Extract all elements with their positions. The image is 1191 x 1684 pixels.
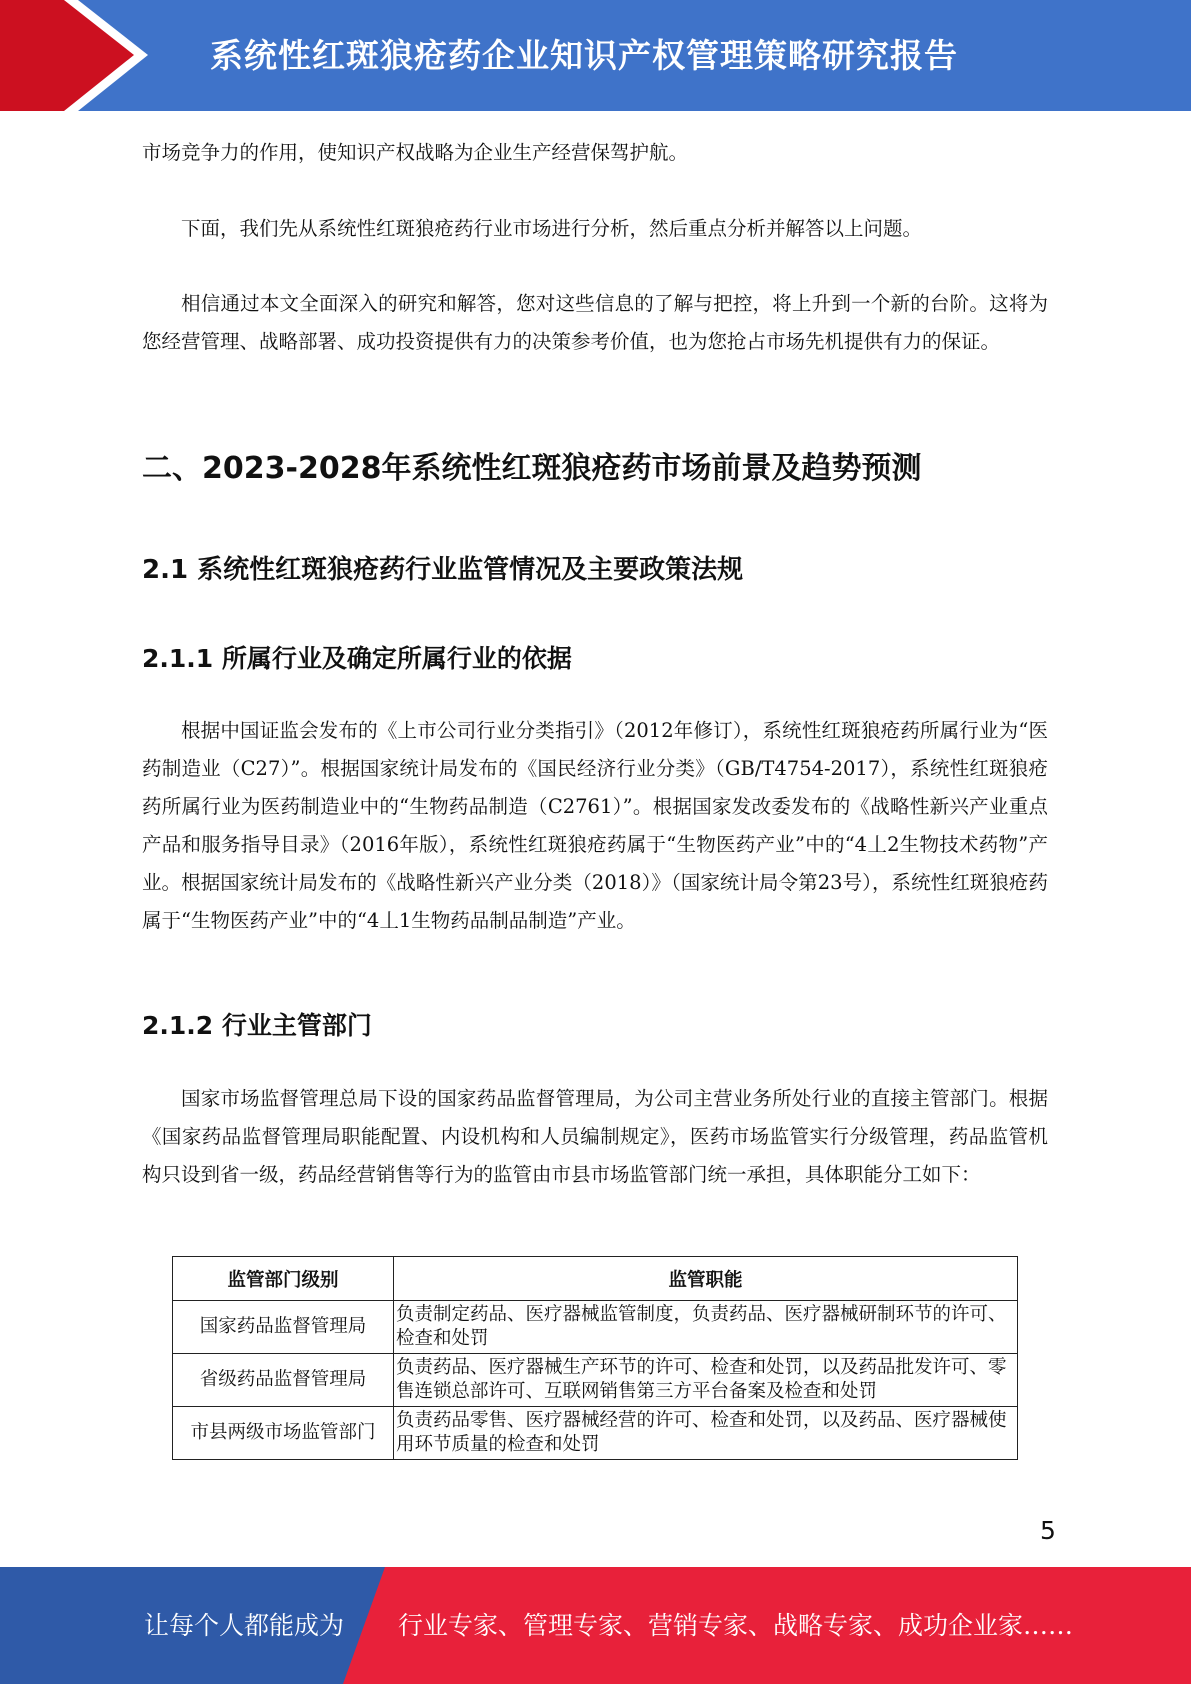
paragraph-regulators: 国家市场监督管理总局下设的国家药品监督管理局，为公司主营业务所处行业的直接主管部门。根据《国家药品监督管理局职能配置、内设机构和人员编制规定》，医药市场监管实行分级管理，药品监管机构只设到省一级，药品经营销售等行为的监管由市县市场监管部门统一承担，具体职能分工如下：	[142, 1087, 1048, 1186]
footer-slogan-right: 行业专家、管理专家、营销专家、战略专家、成功企业家……	[398, 1611, 1074, 1640]
paragraph-industry-basis: 根据中国证监会发布的《上市公司行业分类指引》（2012年修订），系统性红斑狼疮药所属行业为“医药制造业（C27）”。根据国家统计局发布的《国民经济行业分类》（GB/T4754-2017），系统性红斑狼疮药所属行业为医药制造业中的“生物药品制造（C2761）”。根据国家发改委发布的《战略性新兴产业重点产品和服务指导目录》（2016年版），系统性红斑狼疮药属于“生物医药产业”中的“4丄2生物技术药物”产业。根据国家统计局发布的《战略性新兴产业分类（2018）》（国家统计局令第23号），系统性红斑狼疮药属于“生物医药产业”中的“4丄1生物药品制品制造”产业。	[142, 719, 1048, 932]
paragraph-intro-end: 市场竞争力的作用，使知识产权战略为企业生产经营保驾护航。	[142, 141, 689, 164]
table-header-row	[173, 1257, 1018, 1301]
table-cell-duty: 负责药品、医疗器械生产环节的许可、检查和处罚，以及药品批发许可、零售连锁总部许可、互联网销售第三方平台备案及检查和处罚	[394, 1354, 1018, 1407]
section-title: 二、2023-2028年系统性红斑狼疮药市场前景及趋势预测	[142, 451, 922, 486]
table-cell-dept: 国家药品监督管理局	[173, 1301, 394, 1354]
header-title: 系统性红斑狼疮药企业知识产权管理策略研究报告	[210, 36, 958, 75]
subsection-title-2-1-1: 2.1.1 所属行业及确定所属行业的依据	[142, 644, 572, 673]
table-cell-duty: 负责药品零售、医疗器械经营的许可、检查和处罚，以及药品、医疗器械使用环节质量的检查和处罚	[394, 1407, 1018, 1460]
table-header-dept: 监管部门级别	[173, 1257, 394, 1301]
footer-banner	[0, 1567, 1191, 1684]
table-row	[173, 1301, 1018, 1354]
header-bar	[0, 0, 1191, 111]
table-cell-dept: 市县两级市场监管部门	[173, 1407, 394, 1460]
page-number: 5	[1040, 1516, 1056, 1545]
table-cell-duty: 负责制定药品、医疗器械监管制度，负责药品、医疗器械研制环节的许可、检查和处罚	[394, 1301, 1018, 1354]
paragraph-value: 相信通过本文全面深入的研究和解答，您对这些信息的了解与把控，将上升到一个新的台阶。这将为您经营管理、战略部署、成功投资提供有力的决策参考价值，也为您抢占市场先机提供有力的保证。	[142, 292, 1048, 353]
table-header-duty: 监管职能	[394, 1257, 1018, 1301]
subsection-title-2-1-2: 2.1.2 行业主管部门	[142, 1011, 372, 1040]
regulation-table	[172, 1256, 1018, 1460]
paragraph-next-steps: 下面，我们先从系统性红斑狼疮药行业市场进行分析，然后重点分析并解答以上问题。	[181, 217, 923, 240]
table-cell-dept: 省级药品监督管理局	[173, 1354, 394, 1407]
header-chevron-icon	[0, 0, 160, 111]
footer-slogan-left: 让每个人都能成为	[144, 1611, 345, 1640]
subsection-title-2-1: 2.1 系统性红斑狼疮药行业监管情况及主要政策法规	[142, 555, 744, 585]
table-row	[173, 1354, 1018, 1407]
table-row	[173, 1407, 1018, 1460]
